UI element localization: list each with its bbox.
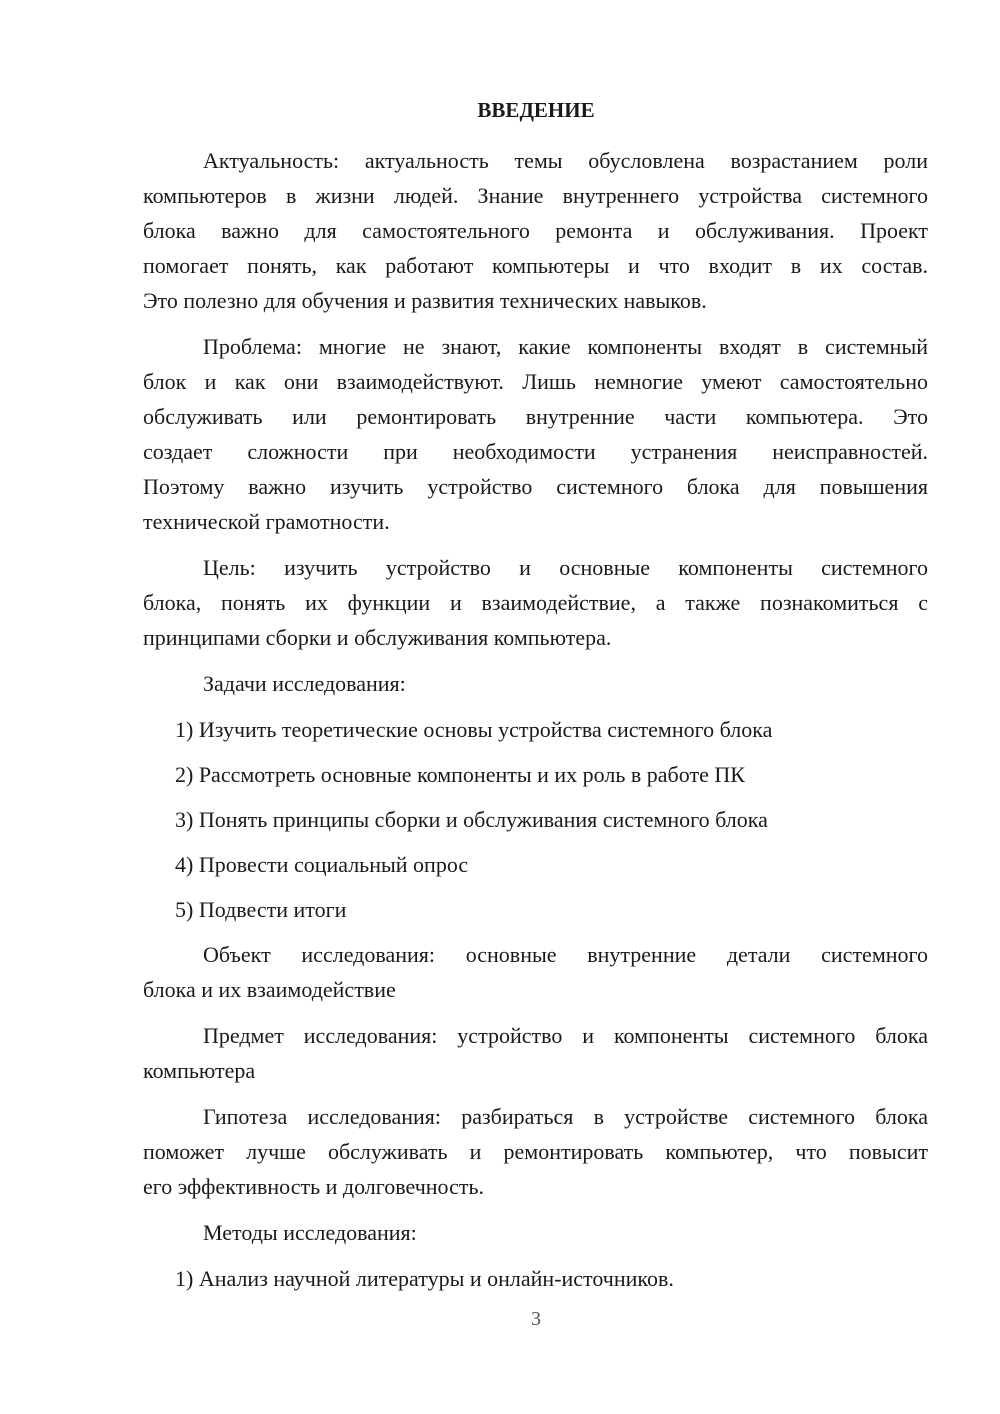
page-number: 3 xyxy=(531,1308,541,1330)
methods-list xyxy=(143,1261,928,1296)
list-item: 3) Понять принципы сборки и обслуживания системного блока xyxy=(175,807,768,832)
relevance-paragraph xyxy=(143,143,928,318)
text-line: блока и их взаимодействие xyxy=(143,977,396,1002)
tasks-heading xyxy=(143,666,928,701)
text-line: Методы исследования: xyxy=(203,1220,417,1245)
tasks-list xyxy=(143,712,928,927)
problem-paragraph xyxy=(143,329,928,539)
list-item: 5) Подвести итоги xyxy=(175,897,347,922)
text-line: технической грамотности. xyxy=(143,509,390,534)
subject-paragraph xyxy=(143,1018,928,1088)
text-line: принципами сборки и обслуживания компьютера. xyxy=(143,625,612,650)
list-item: 2) Рассмотреть основные компоненты и их роль в работе ПК xyxy=(175,762,745,787)
page-title: ВВЕДЕНИЕ xyxy=(477,98,595,122)
text-line: Актуальность: актуальность темы обусловлена возрастанием роли xyxy=(203,148,928,173)
list-item: 1) Изучить теоретические основы устройства системного блока xyxy=(175,717,773,742)
text-line: Цель: изучить устройство и основные компоненты системного xyxy=(203,555,928,580)
text-line: поможет лучше обслуживать и ремонтировать компьютер, что повысит xyxy=(143,1139,928,1164)
document-body xyxy=(143,143,928,1306)
text-line: обслуживать или ремонтировать внутренние части компьютера. Это xyxy=(143,404,928,429)
text-line: блок и как они взаимодействуют. Лишь немногие умеют самостоятельно xyxy=(143,369,928,394)
text-line: компьютеров в жизни людей. Знание внутреннего устройства системного xyxy=(143,183,928,208)
text-line: Предмет исследования: устройство и компоненты системного блока xyxy=(203,1023,928,1048)
hypothesis-paragraph xyxy=(143,1099,928,1204)
text-line: помогает понять, как работают компьютеры и что входит в их состав. xyxy=(143,253,928,278)
list-item: 4) Провести социальный опрос xyxy=(175,852,469,877)
text-line: создает сложности при необходимости устранения неисправностей. xyxy=(143,439,928,464)
text-line: Это полезно для обучения и развития технических навыков. xyxy=(143,288,707,313)
text-line: Поэтому важно изучить устройство системного блока для повышения xyxy=(143,474,928,499)
text-line: компьютера xyxy=(143,1058,256,1083)
text-line: его эффективность и долговечность. xyxy=(143,1174,485,1199)
text-line: Гипотеза исследования: разбираться в устройстве системного блока xyxy=(203,1104,928,1129)
text-line: Проблема: многие не знают, какие компоненты входят в системный xyxy=(203,334,928,359)
text-line: блока, понять их функции и взаимодействие, а также познакомиться с xyxy=(143,590,928,615)
list-item: 1) Анализ научной литературы и онлайн-источников. xyxy=(175,1266,674,1291)
object-paragraph xyxy=(143,937,928,1007)
text-line: Задачи исследования: xyxy=(203,671,406,696)
text-line: блока важно для самостоятельного ремонта и обслуживания. Проект xyxy=(143,218,928,243)
goal-paragraph xyxy=(143,550,928,655)
methods-heading xyxy=(143,1215,928,1250)
text-line: Объект исследования: основные внутренние детали системного xyxy=(203,942,928,967)
